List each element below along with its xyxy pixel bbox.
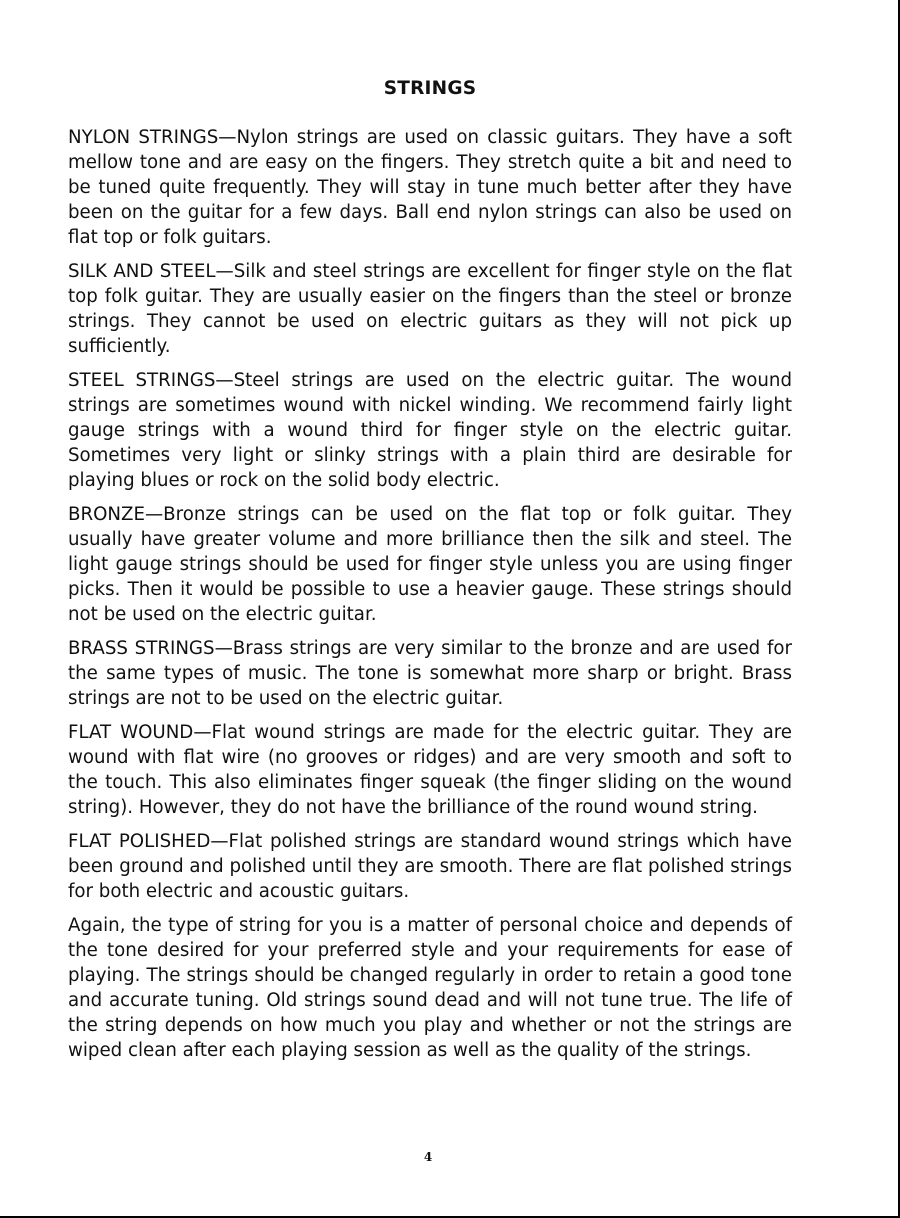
paragraph-bronze: BRONZE—Bronze strings can be used on the flat top or folk guitar. They usually have greater volume and more brilliance then the silk and steel. The light gauge strings should be used for finger style unless you are using finger picks. Then it would be possible to use a heavier gauge. These strings should not be used on the electric guitar. [68,504,792,625]
paragraph-brass-strings: BRASS STRINGS—Brass strings are very similar to the bronze and are used for the same types of music. The tone is somewhat more sharp or bright. Brass strings are not to be used on the electric guitar. [68,638,792,709]
paragraph-flat-polished: FLAT POLISHED—Flat polished strings are standard wound strings which have been ground and polished until they are smooth. There are flat polished strings for both electric and acoustic guitars. [68,831,792,902]
page-title: STRINGS [383,78,477,99]
page-number: 4 [423,1150,433,1164]
paragraph-flat-wound: FLAT WOUND—Flat wound strings are made for the electric guitar. They are wound with flat wire (no grooves or ridges) and are very smooth and soft to the touch. This also eliminates finger squeak (the finger sliding on the wound string). However, they do not have the brilliance of the round wound string. [68,722,792,818]
paragraph-steel-strings: STEEL STRINGS—Steel strings are used on the electric guitar. The wound strings are sometimes wound with nickel winding. We recommend fairly light gauge strings with a wound third for finger style on the electric guitar. Sometimes very light or slinky strings with a plain third are desirable for playing blues or rock on the solid body electric. [68,370,792,491]
body-text [68,125,792,1072]
paragraph-summary: Again, the type of string for you is a matter of personal choice and depends of the tone desired for your preferred style and your requirements for ease of playing. The strings should be changed regularly in order to retain a good tone and accurate tuning. Old strings sound dead and will not tune true. The life of the string depends on how much you play and whether or not the strings are wiped clean after each playing session as well as the quality of the strings. [68,915,792,1061]
paragraph-nylon-strings: NYLON STRINGS—Nylon strings are used on classic guitars. They have a soft mellow tone and are easy on the fingers. They stretch quite a bit and need to be tuned quite frequently. They will stay in tune much better after they have been on the guitar for a few days. Ball end nylon strings can also be used on flat top or folk guitars. [68,127,792,248]
paragraph-silk-and-steel: SILK AND STEEL—Silk and steel strings are excellent for finger style on the flat top folk guitar. They are usually easier on the fingers than the steel or bronze strings. They cannot be used on electric guitars as they will not pick up sufficiently. [68,261,792,357]
